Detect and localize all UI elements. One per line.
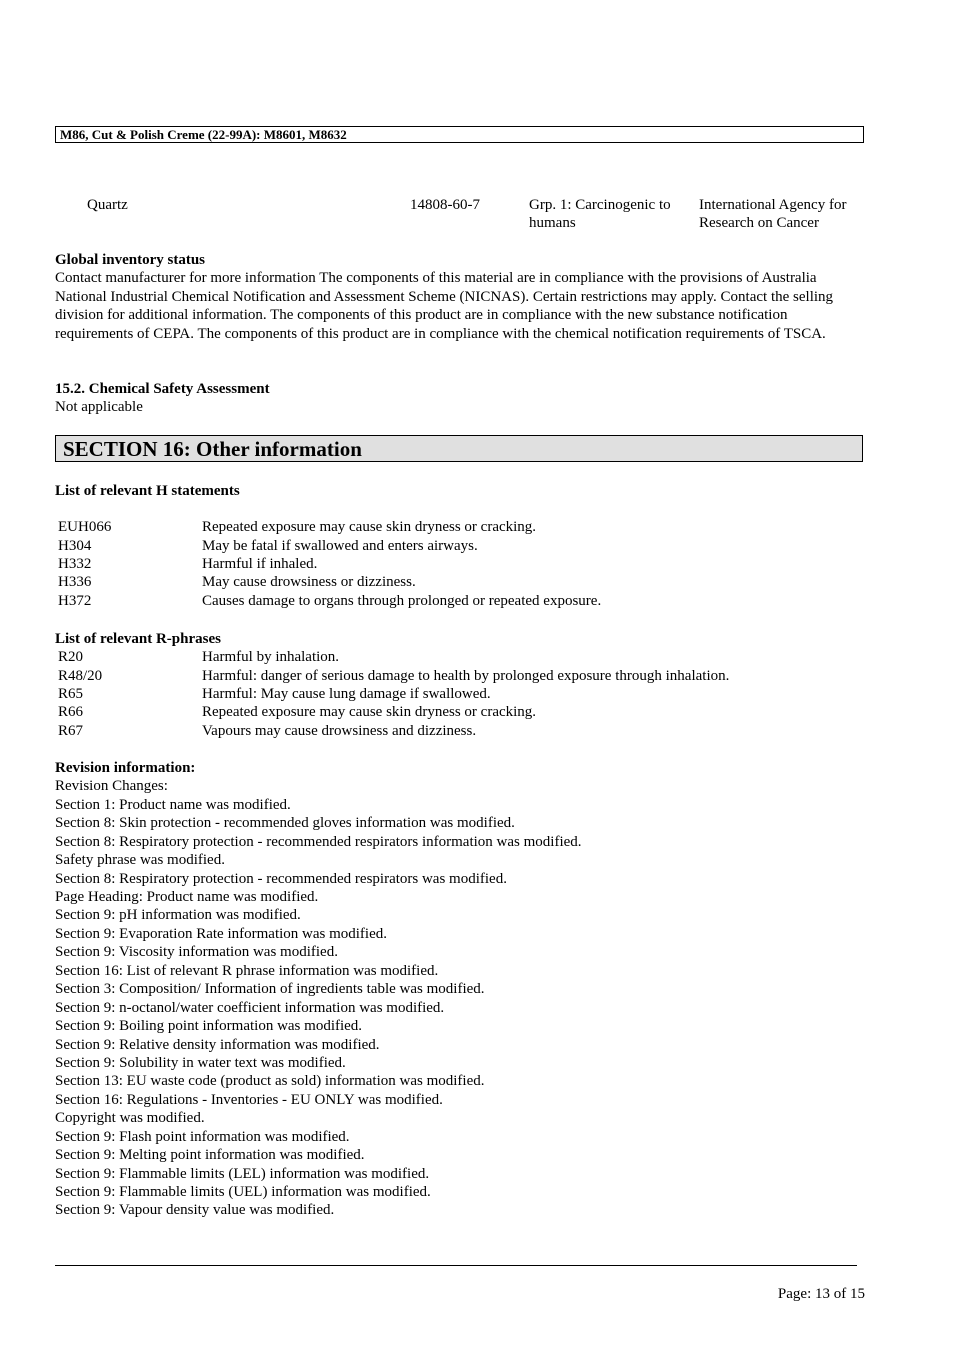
section-16-title: SECTION 16: Other information (55, 435, 863, 462)
statement-row (55, 685, 845, 703)
cas-number: 14808-60-7 (410, 197, 480, 213)
statement-text: Repeated exposure may cause skin dryness or cracking. (202, 519, 537, 536)
revision-line: Section 9: n-octanol/water coefficient information was modified. (55, 999, 445, 1016)
statement-code: R48/20 (58, 667, 103, 684)
statement-text: Harmful: danger of serious damage to health by prolonged exposure through inhalation. (202, 667, 730, 684)
statement-code: R65 (58, 686, 84, 702)
h-statements-section (55, 482, 845, 610)
global-inventory-section (55, 251, 845, 343)
revision-line: Section 9: pH information was modified. (55, 907, 301, 924)
statement-text: Causes damage to organs through prolonged or repeated exposure. (202, 592, 602, 609)
footer-divider (55, 1265, 857, 1266)
r-phrases-heading: List of relevant R-phrases (55, 631, 221, 647)
revision-line: Section 9: Flash point information was modified. (55, 1128, 350, 1145)
revision-line: Safety phrase was modified. (55, 852, 225, 869)
revision-line: Section 1: Product name was modified. (55, 796, 291, 813)
global-inventory-heading: Global inventory status (55, 252, 206, 268)
statement-code: H304 (58, 537, 92, 554)
revision-line: Section 3: Composition/ Information of ingredients table was modified. (55, 981, 485, 998)
agency-name: International Agency for Research on Cancer (699, 197, 847, 231)
statement-row (55, 537, 845, 555)
revision-line: Section 9: Solubility in water text was modified. (55, 1054, 346, 1071)
statement-text: Harmful by inhalation. (202, 649, 340, 666)
statement-text: Vapours may cause drowsiness and dizziness. (202, 722, 477, 739)
revision-line: Section 16: Regulations - Inventories - EU ONLY was modified. (55, 1091, 443, 1108)
revision-line: Section 9: Relative density information was modified. (55, 1036, 380, 1053)
statement-text: Harmful: May cause lung damage if swallowed. (202, 686, 491, 702)
carcinogen-classification: Grp. 1: Carcinogenic to humans (529, 197, 671, 231)
statement-row (55, 573, 845, 591)
statement-code: H332 (58, 556, 92, 572)
page-number: Page: 13 of 15 (777, 1286, 865, 1302)
statement-row (55, 648, 845, 666)
revision-line: Section 8: Skin protection - recommended gloves information was modified. (55, 815, 515, 832)
chemical-safety-section (55, 380, 845, 417)
document-header: M86, Cut & Polish Creme (22-99A): M8601, M8632 (55, 126, 864, 143)
statement-row (55, 722, 845, 740)
statement-code: R20 (58, 649, 84, 666)
revision-line: Revision Changes: (55, 778, 168, 795)
revision-line: Section 16: List of relevant R phrase information was modified. (55, 962, 439, 979)
revision-line: Section 8: Respiratory protection - recommended respirators information was modified. (55, 833, 582, 850)
chemical-safety-text: Not applicable (55, 399, 143, 416)
h-statements-heading: List of relevant H statements (55, 483, 240, 499)
revision-line: Section 9: Viscosity information was modified. (55, 944, 338, 961)
statement-row (55, 555, 845, 573)
r-phrases-list (55, 648, 845, 739)
statement-code: R67 (58, 722, 84, 739)
revision-line: Section 8: Respiratory protection - recommended respirators was modified. (55, 870, 507, 887)
statement-row (55, 518, 845, 536)
revision-line: Page Heading: Product name was modified. (55, 889, 319, 906)
statement-row (55, 667, 845, 685)
revision-line: Section 9: Evaporation Rate information was modified. (55, 925, 388, 942)
statement-row (55, 592, 845, 610)
revision-line: Section 9: Boiling point information was modified. (55, 1018, 363, 1035)
statement-row (55, 703, 845, 721)
chemical-safety-heading: 15.2. Chemical Safety Assessment (55, 381, 270, 397)
statement-text: Repeated exposure may cause skin dryness or cracking. (202, 704, 537, 721)
statement-code: R66 (58, 704, 84, 721)
revision-line: Section 9: Vapour density value was modified. (55, 1202, 335, 1219)
statement-text: Harmful if inhaled. (202, 556, 318, 572)
statement-code: H372 (58, 592, 92, 609)
global-inventory-text: Contact manufacturer for more information The components of this material are in compliance with the provisions of Australia National Industrial Chemical Notification and Assessment Scheme (NICNAS). Certain restrictions may apply. Contact the selling division for additional information. The components of this product are in compliance with the new substance notification requirements of CEPA. The components of this product are in compliance with the chemical notification requirements of TSCA. (55, 270, 834, 342)
revision-line: Section 9: Melting point information was modified. (55, 1147, 365, 1164)
statement-text: May be fatal if swallowed and enters airways. (202, 537, 478, 554)
h-statements-list (55, 518, 845, 609)
statement-code: EUH066 (58, 519, 112, 536)
revision-section (55, 759, 845, 1220)
statement-text: May cause drowsiness or dizziness. (202, 574, 416, 591)
ingredient-name: Quartz (87, 197, 128, 213)
revision-heading: Revision information: (55, 760, 196, 776)
revision-line: Section 13: EU waste code (product as sold) information was modified. (55, 1073, 485, 1090)
revision-lines (55, 777, 845, 1220)
statement-code: H336 (58, 574, 92, 591)
revision-line: Section 9: Flammable limits (LEL) information was modified. (55, 1165, 430, 1182)
r-phrases-section (55, 630, 845, 740)
revision-line: Copyright was modified. (55, 1110, 205, 1127)
revision-line: Section 9: Flammable limits (UEL) information was modified. (55, 1184, 431, 1201)
